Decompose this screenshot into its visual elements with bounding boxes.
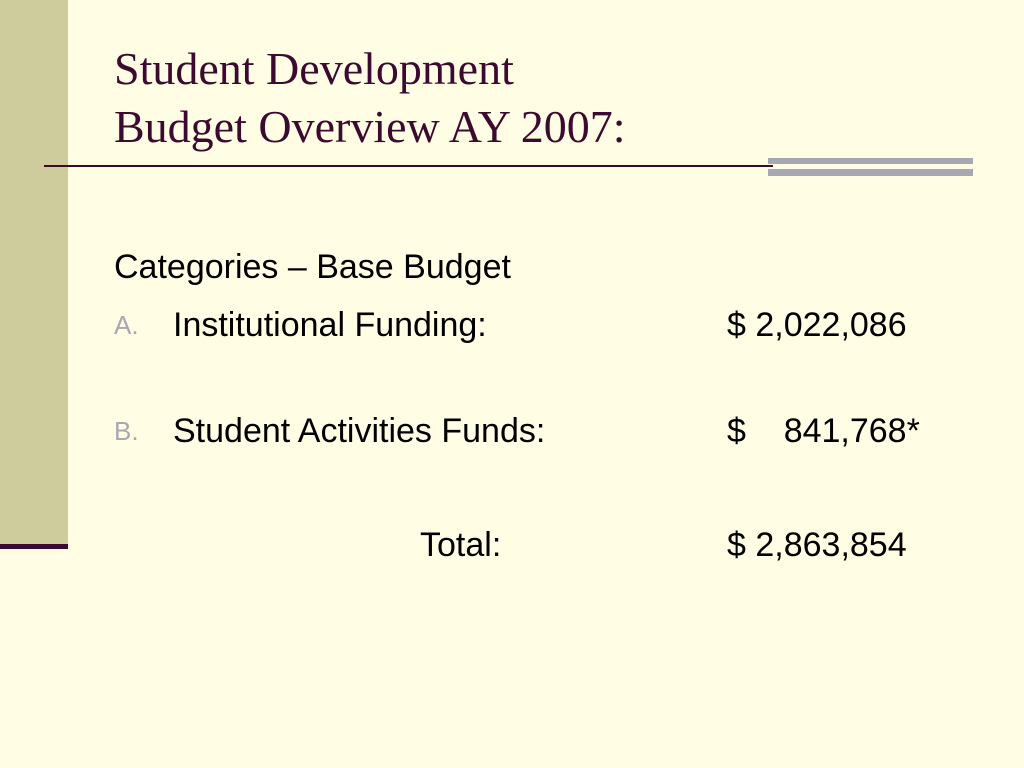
accent-stripe-bottom <box>768 169 973 176</box>
accent-stripe-top <box>768 158 973 164</box>
title-line-1: Student Development <box>114 43 514 94</box>
title-underline <box>44 165 773 167</box>
list-marker-a: A. <box>114 310 139 340</box>
budget-label-institutional: Institutional Funding: <box>173 306 487 344</box>
budget-row-institutional <box>0 304 1024 346</box>
categories-heading: Categories – Base Budget <box>114 248 511 286</box>
total-amount: $ 2,863,854 <box>727 526 907 564</box>
budget-amount-student-activities: $ 841,768* <box>727 412 920 450</box>
budget-amount-institutional: $ 2,022,086 <box>727 306 907 344</box>
budget-label-student-activities: Student Activities Funds: <box>173 412 546 450</box>
budget-row-total <box>0 524 1024 566</box>
list-marker-b: B. <box>114 416 139 446</box>
title-accent-stripes <box>768 158 973 180</box>
total-label: Total: <box>420 526 502 564</box>
title-line-2: Budget Overview AY 2007: <box>114 101 626 152</box>
budget-row-student-activities <box>0 410 1024 452</box>
left-side-band <box>0 0 68 546</box>
slide-title <box>114 40 814 156</box>
